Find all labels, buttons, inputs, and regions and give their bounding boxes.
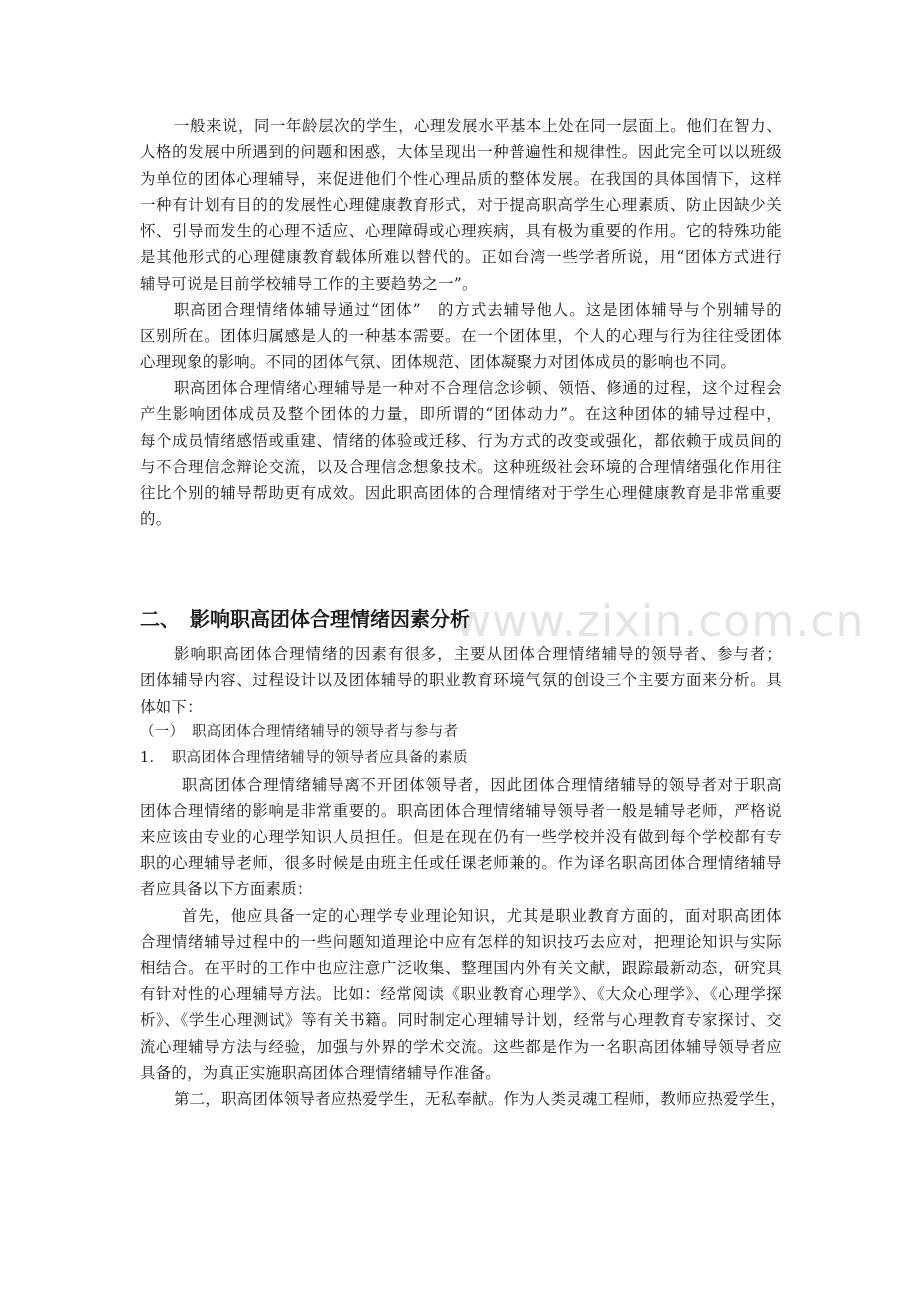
text-line: 流心理辅导方法与经验，加强与外界的学术交流。这些都是作为一名职高团体辅导领导者应 <box>140 1038 782 1056</box>
text-line: 相结合。在平时的工作中也应注意广泛收集、整理国内外有关文献，跟踪最新动态，研究具 <box>140 959 782 977</box>
text-line: 区别所在。团体归属感是人的一种基本需要。在一个团体里，个人的心理与行为往往受团体 <box>140 327 782 345</box>
text-line: 第二，职高团体领导者应热爱学生，无私奉献。作为人类灵魂工程师，教师应热爱学生， <box>174 1090 786 1108</box>
text-line: 团体合理情绪的影响是非常重要的。职高团体合理情绪辅导领导者一般是辅导老师，严格说 <box>140 802 782 820</box>
text-line: 辅导可说是目前学校辅导工作的主要趋势之一”。 <box>140 275 478 293</box>
text-line: 一般来说，同一年龄层次的学生，心理发展水平基本上处在同一层面上。他们在智力、 <box>174 117 782 135</box>
text-line: 心理现象的影响。不同的团体气氛、团体规范、团体凝聚力对团体成员的影响也不同。 <box>140 353 737 371</box>
text-line: 合理情绪辅导过程中的一些问题知道理论中应有怎样的知识技巧去应对，把理论知识与实际 <box>140 933 782 951</box>
text-line: 往比个别的辅导帮助更有成效。因此职高团体的合理情绪对于学生心理健康教育是非常重要 <box>140 484 782 502</box>
text-line: 1． 职高团体合理情绪辅导的领导者应具备的素质 <box>140 750 468 766</box>
text-line: （一） 职高团体合理情绪辅导的领导者与参与者 <box>140 724 459 740</box>
section-heading: 二、 影响职高团体合理情绪因素分析 <box>140 607 470 631</box>
text-line: 具备的，为真正实施职高团体合理情绪辅导作准备。 <box>140 1064 501 1082</box>
text-line: 体如下： <box>140 698 203 716</box>
text-line: 是其他形式的心理健康教育载体所难以替代的。正如台湾一些学者所说，用“团体方式进行 <box>140 248 782 266</box>
text-line: 产生影响团体成员及整个团体的力量，即所谓的“团体动力”。在这种团体的辅导过程中， <box>140 405 782 423</box>
text-line: 职高团体合理情绪辅导离不开团体领导者，因此团体合理情绪辅导的领导者对于职高 <box>182 776 782 794</box>
text-line: 析》、《学生心理测试》等有关书籍。同时制定心理辅导计划，经常与心理教育专家探讨、交 <box>140 1011 782 1029</box>
watermark: www.zixin.com.cn <box>455 596 865 647</box>
text-line: 有针对性的心理辅导方法。比如：经常阅读《职业教育心理学》、《大众心理学》、《心理学探 <box>140 985 782 1003</box>
text-line: 者应具备以下方面素质： <box>140 880 313 898</box>
text-line: 每个成员情绪感悟或重建、情绪的体验或迁移、行为方式的改变或强化，都依赖于成员间的 <box>140 432 782 450</box>
text-line: 职的心理辅导老师，很多时候是由班主任或任课老师兼的。作为译名职高团体合理情绪辅导 <box>140 854 782 872</box>
text-line: 怀、引导而发生的心理不适应、心理障碍或心理疾病，具有极为重要的作用。它的特殊功能 <box>140 222 782 240</box>
text-line: 一种有计划有目的的发展性心理健康教育形式，对于提高职高学生心理素质、防止因缺少关 <box>140 196 782 214</box>
text-line: 为单位的团体心理辅导，来促进他们个性心理品质的整体发展。在我国的具体国情下，这样 <box>140 170 782 188</box>
text-line: 人格的发展中所遇到的问题和困惑，大体呈现出一种普遍性和规律性。因此完全可以以班级 <box>140 143 782 161</box>
text-line: 来应该由专业的心理学知识人员担任。但是在现在仍有一些学校并没有做到每个学校都有专 <box>140 828 782 846</box>
text-line: 的。 <box>140 510 172 528</box>
text-line: 首先，他应具备一定的心理学专业理论知识，尤其是职业教育方面的，面对职高团体 <box>182 907 782 925</box>
text-line: 职高团合理情绪体辅导通过“团体” 的方式去辅导他人。这是团体辅导与个别辅导的 <box>174 301 782 319</box>
text-line: 职高团体合理情绪心理辅导是一种对不合理信念诊顿、领悟、修通的过程，这个过程会 <box>174 379 782 397</box>
text-line: 影响职高团体合理情绪的因素有很多，主要从团体合理情绪辅导的领导者、参与者； <box>174 645 782 663</box>
text-line: 团体辅导内容、过程设计以及团体辅导的职业教育环境气氛的创设三个主要方面来分析。具 <box>140 671 782 689</box>
text-line: 与不合理信念辩论交流，以及合理信念想象技术。这种班级社会环境的合理情绪强化作用往 <box>140 458 782 476</box>
